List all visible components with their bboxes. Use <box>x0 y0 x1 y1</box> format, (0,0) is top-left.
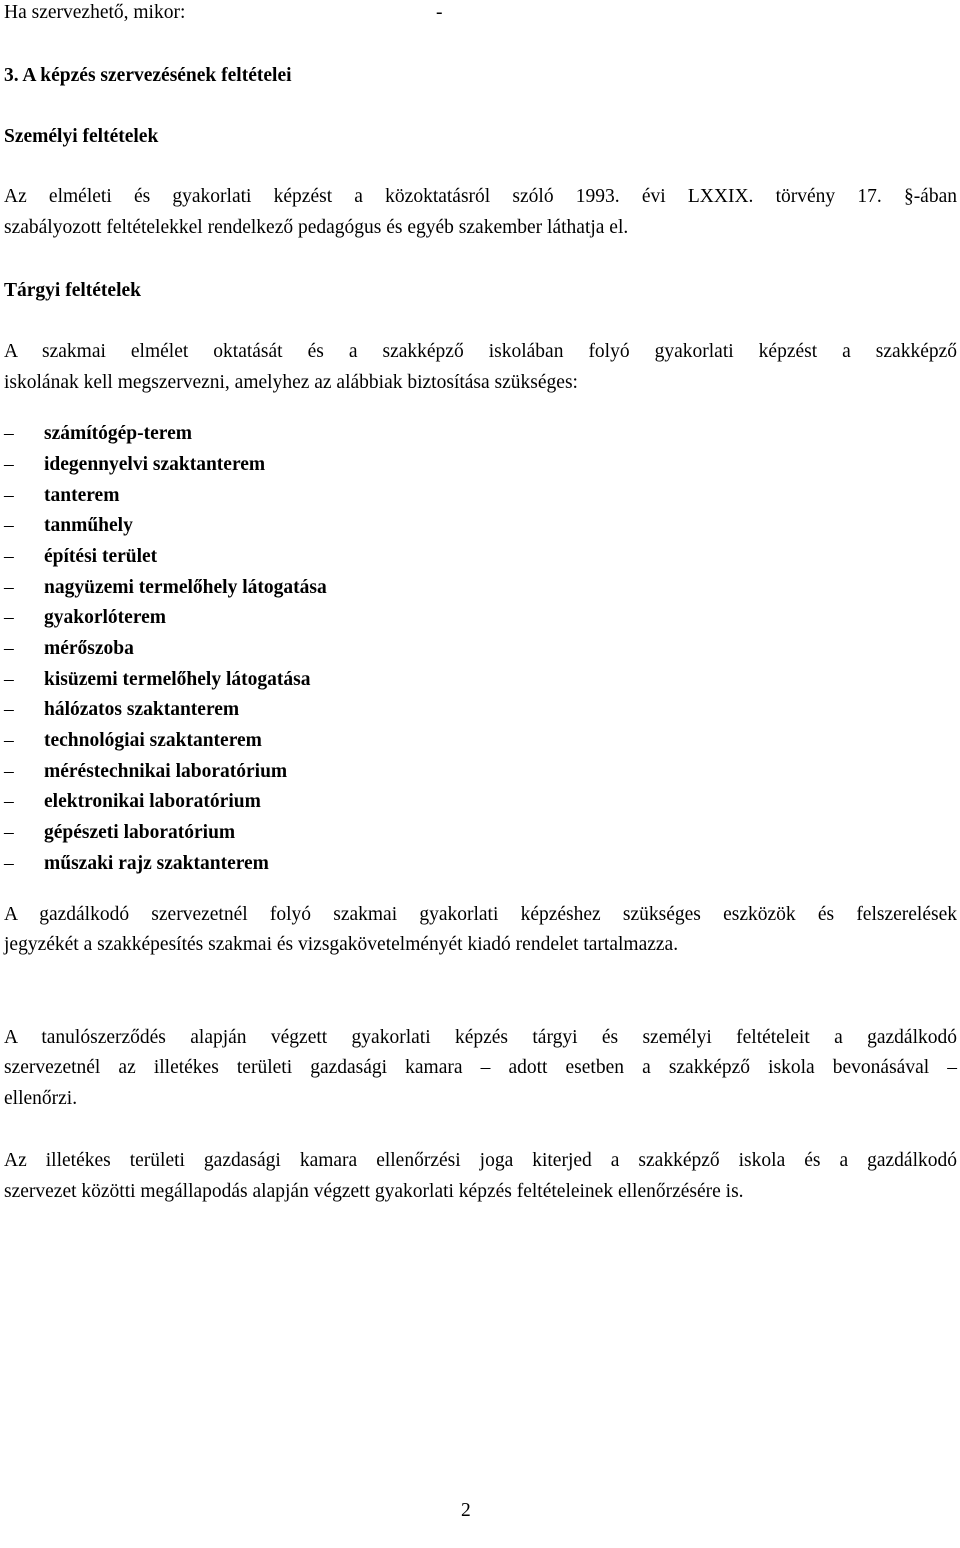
equipment-paragraph-line-2: jegyzékét a szakképesítés szakmai és vizsgakövetelményét kiadó rendelet tartalmazza. <box>4 934 679 955</box>
list-item <box>4 424 192 444</box>
dash-marker: – <box>4 546 14 567</box>
dash-marker: – <box>4 853 14 874</box>
personal-line-1: Az elméleti és gyakorlati képzést a közoktatásról szóló 1993. évi LXXIX. törvény 17. §-ában <box>4 186 957 207</box>
list-item-label: méréstechnikai laboratórium <box>44 761 288 782</box>
list-item <box>4 516 133 536</box>
dash-marker: – <box>4 423 14 444</box>
list-item-label: tanműhely <box>44 515 133 536</box>
dash-marker: – <box>4 730 14 751</box>
dash-marker: – <box>4 454 14 475</box>
list-item-label: technológiai szaktanterem <box>44 730 262 751</box>
dash-marker: – <box>4 515 14 536</box>
list-item-label: kisüzemi termelőhely látogatása <box>44 669 311 690</box>
contract-paragraph-line-1: A tanulószerződés alapján végzett gyakorlati képzés tárgyi és személyi feltételeit a gazdálkodó <box>4 1027 957 1048</box>
chamber-paragraph-line-1: Az illetékes területi gazdasági kamara ellenőrzési joga kiterjed a szakképző iskola és a gazdálkodó <box>4 1150 957 1171</box>
list-item-label: hálózatos szaktanterem <box>44 699 240 720</box>
material-intro-line-1: A szakmai elmélet oktatását és a szakképző iskolában folyó gyakorlati képzést a szakképző <box>4 341 957 362</box>
list-item <box>4 854 269 874</box>
list-item-label: tanterem <box>44 485 120 506</box>
list-item <box>4 762 287 782</box>
list-item <box>4 639 134 659</box>
list-item-label: építési terület <box>44 546 158 567</box>
list-item-label: műszaki rajz szaktanterem <box>44 853 269 874</box>
personal-heading: Személyi feltételek <box>4 126 159 147</box>
list-item <box>4 823 235 843</box>
chamber-paragraph-line-2: szervezet közötti megállapodás alapján végzett gyakorlati képzés feltételeinek ellenőrzésére is. <box>4 1181 744 1202</box>
page-number: 2 <box>461 1500 471 1521</box>
personal-line-2: szabályozott feltételekkel rendelkező pedagógus és egyéb szakember láthatja el. <box>4 217 629 238</box>
list-item <box>4 700 239 720</box>
equipment-paragraph-line-1: A gazdálkodó szervezetnél folyó szakmai gyakorlati képzéshez szükséges eszközök és felszerelések <box>4 904 957 925</box>
dash-marker: – <box>4 791 14 812</box>
dash-marker: – <box>4 485 14 506</box>
list-item-label: gépészeti laboratórium <box>44 822 236 843</box>
dash-marker: – <box>4 638 14 659</box>
top-line-label: Ha szervezhető, mikor: <box>4 2 186 23</box>
list-item-label: mérőszoba <box>44 638 134 659</box>
top-line-value: - <box>436 2 443 23</box>
contract-paragraph-line-2: szervezetnél az illetékes területi gazdasági kamara – adott esetben a szakképző iskola bevonásával – <box>4 1057 957 1078</box>
dash-marker: – <box>4 669 14 690</box>
list-item <box>4 547 157 567</box>
list-item <box>4 455 265 475</box>
list-item-label: gyakorlóterem <box>44 607 167 628</box>
dash-marker: – <box>4 822 14 843</box>
dash-marker: – <box>4 577 14 598</box>
section-title: 3. A képzés szervezésének feltételei <box>4 65 292 86</box>
list-item-label: nagyüzemi termelőhely látogatása <box>44 577 327 598</box>
list-item <box>4 608 166 628</box>
list-item <box>4 792 261 812</box>
list-item <box>4 731 262 751</box>
list-item-label: elektronikai laboratórium <box>44 791 261 812</box>
list-item-label: idegennyelvi szaktanterem <box>44 454 266 475</box>
list-item <box>4 578 327 598</box>
dash-marker: – <box>4 607 14 628</box>
list-item <box>4 670 310 690</box>
dash-marker: – <box>4 761 14 782</box>
contract-paragraph-line-3: ellenőrzi. <box>4 1088 78 1109</box>
material-heading: Tárgyi feltételek <box>4 280 141 301</box>
material-intro-line-2: iskolának kell megszervezni, amelyhez az alábbiak biztosítása szükséges: <box>4 372 578 393</box>
dash-marker: – <box>4 699 14 720</box>
list-item-label: számítógép-terem <box>44 423 192 444</box>
list-item <box>4 486 119 506</box>
